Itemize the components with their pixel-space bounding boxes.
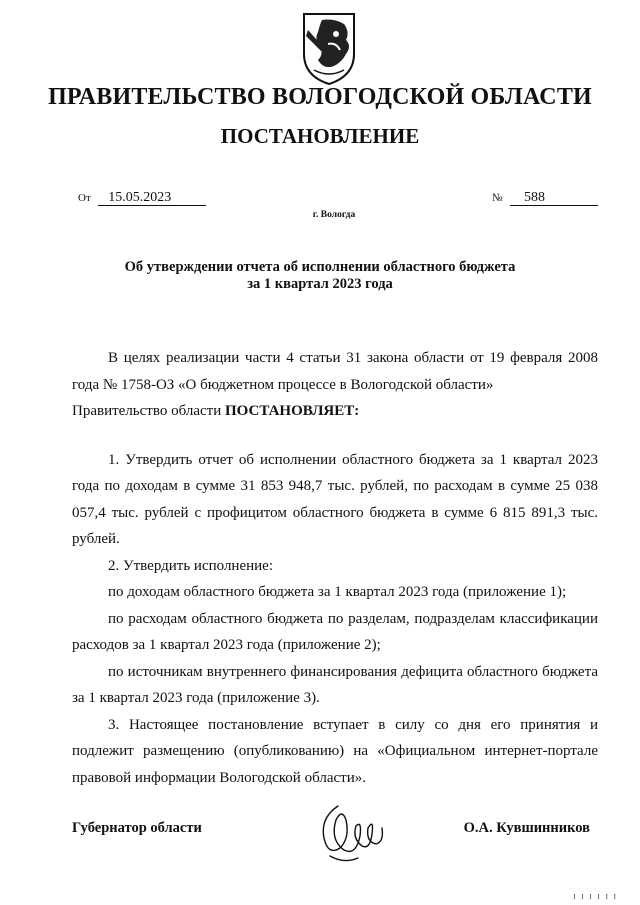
item-1: 1. Утвердить отчет об исполнении областного бюджета за 1 квартал 2023 года по доходам в сумме 31 853 948,7 тыс. рублей, по расходам в сумме 25 038 057,4 тыс. рублей с профицитом областного бюджета в сумме 6 815 891,3 тыс. рублей.: [72, 451, 598, 547]
date-label: От: [78, 192, 91, 204]
government-title: ПРАВИТЕЛЬСТВО ВОЛОГОДСКОЙ ОБЛАСТИ: [48, 84, 592, 110]
item-3: 3. Настоящее постановление вступает в силу со дня его принятия и подлежит размещению (опубликованию) на «Официальном интернет-портале правовой информации Вологодской области».: [72, 716, 598, 786]
handwritten-signature-icon: [310, 798, 395, 873]
number-value: 588: [510, 190, 598, 206]
signatory-position: Губернатор области: [72, 820, 202, 836]
item-2-c: по источникам внутреннего финансирования дефицита областного бюджета за 1 квартал 2023 года (приложение 3).: [72, 663, 598, 706]
subject-line-2: за 1 квартал 2023 года: [247, 276, 393, 292]
item-2-b: по расходам областного бюджета по разделам, подразделам классификации расходов за 1 квартал 2023 года (приложение 2);: [72, 610, 598, 653]
date-value: 15.05.2023: [98, 190, 206, 206]
city: г. Вологда: [312, 210, 356, 220]
decree-date: [78, 190, 206, 206]
preamble: В целях реализации части 4 статьи 31 закона области от 19 февраля 2008 года № 1758-ОЗ «О бюджетном процессе в Вологодской области»: [72, 350, 598, 393]
item-2-a: по доходам областного бюджета за 1 квартал 2023 года (приложение 1);: [108, 584, 567, 600]
number-label: №: [492, 192, 503, 204]
subject-line-1: Об утверждении отчета об исполнении областного бюджета: [124, 259, 516, 275]
vologda-coat-of-arms-icon: [300, 10, 358, 88]
signatory-name: О.А. Кувшинников: [463, 820, 590, 836]
decree-body: [72, 345, 598, 791]
decree-number: [492, 190, 598, 206]
decree-subject: [0, 259, 640, 293]
decree-prefix: Правительство области: [72, 403, 225, 419]
decree-line: [72, 398, 598, 425]
decree-word: ПОСТАНОВЛЯЕТ:: [224, 403, 360, 419]
item-2: 2. Утвердить исполнение:: [108, 557, 273, 574]
footer-marks: I I I I I I: [573, 893, 618, 901]
document-type: ПОСТАНОВЛЕНИЕ: [220, 124, 420, 148]
